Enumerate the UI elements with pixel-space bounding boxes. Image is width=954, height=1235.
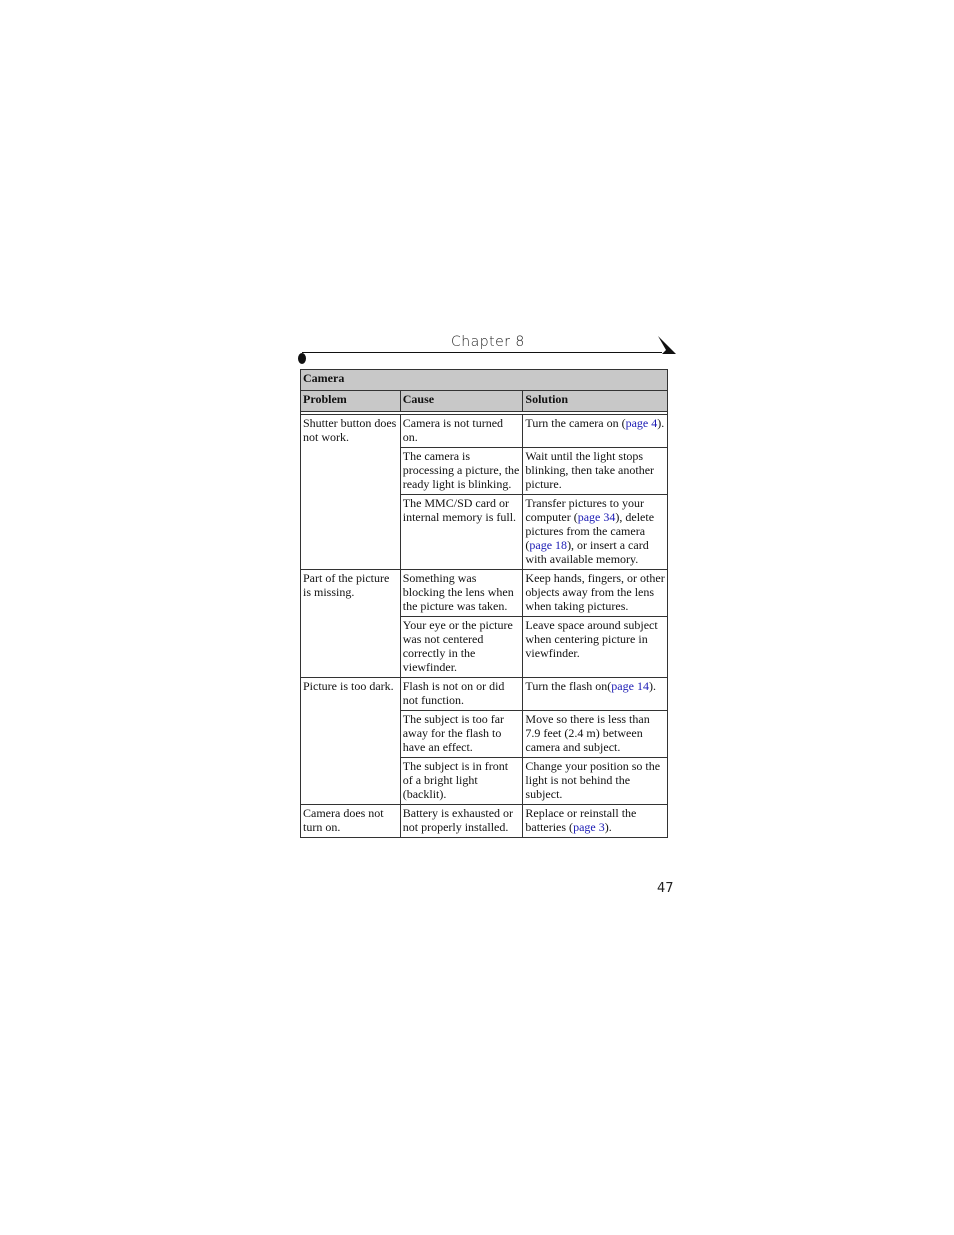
cause-cell: Something was blocking the lens when the picture was taken.: [400, 570, 523, 617]
solution-text: Turn the camera on (: [525, 416, 626, 430]
problem-cell: Shutter button does not work.: [301, 415, 401, 570]
column-header-problem: Problem: [301, 391, 401, 412]
solution-cell: Wait until the light stops blinking, then take another picture.: [523, 448, 668, 495]
page-link[interactable]: page 14: [611, 679, 649, 693]
solution-cell: [523, 495, 668, 570]
cause-cell: Battery is exhausted or not properly installed.: [400, 805, 523, 838]
cause-cell: The MMC/SD card or internal memory is full.: [400, 495, 523, 570]
solution-text: ).: [648, 679, 656, 693]
table-section-title: Camera: [301, 370, 668, 391]
solution-cell: [523, 415, 668, 448]
solution-text: ).: [657, 416, 665, 430]
bullet-marker: [298, 353, 306, 364]
troubleshooting-table: [300, 369, 668, 838]
column-header-solution: Solution: [523, 391, 668, 412]
cause-cell: The subject is in front of a bright light (backlit).: [400, 758, 523, 805]
solution-text: Replace or reinstall the batteries (: [525, 806, 637, 834]
table-row: [301, 570, 668, 617]
solution-cell: Leave space around subject when centering picture in viewfinder.: [523, 617, 668, 678]
solution-text: ), or insert a card with available memory.: [525, 538, 649, 566]
chapter-title: Chapter 8: [451, 334, 525, 350]
solution-text: ), delete pictures from the camera (: [525, 510, 655, 552]
page-link[interactable]: page 34: [577, 510, 616, 524]
table-row: [301, 415, 668, 448]
page-link[interactable]: page 18: [529, 538, 568, 552]
page-number: 47: [657, 881, 674, 896]
solution-text: ).: [604, 820, 612, 834]
solution-text: Turn the flash on(: [525, 679, 612, 693]
cause-cell: Camera is not turned on.: [400, 415, 523, 448]
problem-cell: Camera does not turn on.: [301, 805, 401, 838]
header-rule: [302, 352, 662, 353]
page-link[interactable]: page 4: [625, 416, 658, 430]
solution-cell: [523, 678, 668, 711]
solution-cell: Move so there is less than 7.9 feet (2.4 m) between camera and subject.: [523, 711, 668, 758]
solution-cell: [523, 805, 668, 838]
solution-cell: Keep hands, fingers, or other objects away from the lens when taking pictures.: [523, 570, 668, 617]
solution-cell: Change your position so the light is not behind the subject.: [523, 758, 668, 805]
column-header-cause: Cause: [400, 391, 523, 412]
problem-cell: Part of the picture is missing.: [301, 570, 401, 678]
table-row: [301, 805, 668, 838]
page-link[interactable]: page 3: [573, 820, 605, 834]
cause-cell: The subject is too far away for the flash to have an effect.: [400, 711, 523, 758]
solution-text: Transfer pictures to your computer (: [525, 496, 644, 524]
cause-cell: Your eye or the picture was not centered correctly in the viewfinder.: [400, 617, 523, 678]
cause-cell: The camera is processing a picture, the ready light is blinking.: [400, 448, 523, 495]
table-row: [301, 678, 668, 711]
problem-cell: Picture is too dark.: [301, 678, 401, 805]
cause-cell: Flash is not on or did not function.: [400, 678, 523, 711]
page-corner-arrow-icon: [656, 334, 678, 356]
